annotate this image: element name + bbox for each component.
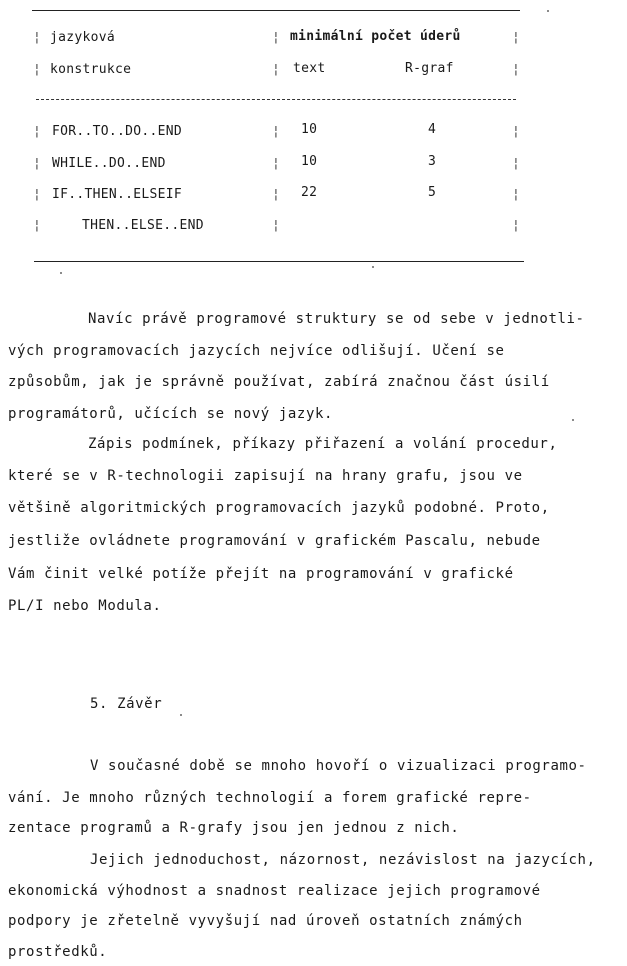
paragraph-line: Jejich jednoduchost, názornost, nezávislost na jazycích,	[90, 852, 596, 868]
table-border: ¦	[512, 156, 520, 171]
header-text: text	[293, 61, 326, 76]
scan-speck	[372, 266, 374, 268]
header-rgraf: R-graf	[405, 61, 454, 76]
paragraph-line: prostředků.	[8, 944, 108, 960]
table-border: ¦	[272, 187, 280, 202]
table-border: ¦	[33, 218, 41, 233]
scan-speck	[180, 714, 182, 716]
table-border: ¦	[33, 187, 41, 202]
paragraph-line: zentace programů a R-grafy jsou jen jednou z nich.	[8, 820, 460, 836]
row-rgraf-count: 3	[428, 154, 437, 169]
row-text-count: 10	[301, 122, 318, 137]
row-construct: THEN..ELSE..END	[82, 218, 204, 233]
paragraph-line: ekonomická výhodnost a snadnost realizace jejich programové	[8, 883, 541, 899]
row-rgraf-count: 5	[428, 185, 437, 200]
paragraph-line: Zápis podmínek, příkazy přiřazení a volání procedur,	[88, 436, 558, 452]
table-border: ¦	[33, 30, 41, 45]
row-construct: WHILE..DO..END	[52, 156, 166, 171]
scan-speck	[572, 419, 574, 421]
table-border: ¦	[512, 187, 520, 202]
table-border: ¦	[512, 30, 520, 45]
paragraph-line: jestliže ovládnete programování v grafickém Pascalu, nebude	[8, 533, 541, 549]
paragraph-line: které se v R-technologii zapisují na hrany grafu, jsou ve	[8, 468, 523, 484]
table-border: ¦	[272, 156, 280, 171]
paragraph-line: Navíc právě programové struktury se od sebe v jednotli-	[88, 311, 585, 327]
row-construct: FOR..TO..DO..END	[52, 124, 183, 139]
header-min-keystrokes: minimální počet úderů	[290, 29, 461, 44]
table-border: ¦	[272, 62, 280, 77]
paragraph-line: PL/I nebo Modula.	[8, 598, 162, 614]
table-border: ¦	[272, 218, 280, 233]
table-border: ¦	[512, 124, 520, 139]
paragraph-line: Vám činit velké potíže přejít na programování v grafické	[8, 566, 514, 582]
header-construct-line1: jazyková	[50, 30, 116, 45]
table-border: ¦	[512, 62, 520, 77]
paragraph-line: většině algoritmických programovacích jazyků podobné. Proto,	[8, 500, 550, 516]
paragraph-line: vání. Je mnoho různých technologií a forem grafické repre-	[8, 790, 532, 806]
row-text-count: 22	[301, 185, 318, 200]
header-construct-line2: konstrukce	[50, 62, 132, 77]
table-border: ¦	[512, 218, 520, 233]
row-text-count: 10	[301, 154, 318, 169]
row-construct: IF..THEN..ELSEIF	[52, 187, 183, 202]
paragraph-line: programátorů, učících se nový jazyk.	[8, 406, 334, 422]
table-border: ¦	[272, 30, 280, 45]
table-border: ¦	[33, 62, 41, 77]
table-border: ¦	[33, 124, 41, 139]
paragraph-line: způsobům, jak je správně používat, zabírá značnou část úsilí	[8, 374, 550, 390]
table-border: ¦	[33, 156, 41, 171]
section-heading: 5. Závěr	[90, 696, 163, 712]
scan-speck	[60, 272, 62, 274]
table-bottom-rule	[34, 261, 524, 262]
paragraph-line: podpory je zřetelně vyvyšují nad úroveň ostatních známých	[8, 913, 523, 929]
row-rgraf-count: 4	[428, 122, 437, 137]
paragraph-line: V současné době se mnoho hovoří o vizualizaci programo-	[90, 758, 587, 774]
paragraph-line: vých programovacích jazycích nejvíce odlišují. Učení se	[8, 343, 505, 359]
table-border: ¦	[272, 124, 280, 139]
table-top-rule	[32, 10, 520, 11]
scan-speck	[547, 10, 549, 12]
table-header-separator	[36, 99, 516, 100]
